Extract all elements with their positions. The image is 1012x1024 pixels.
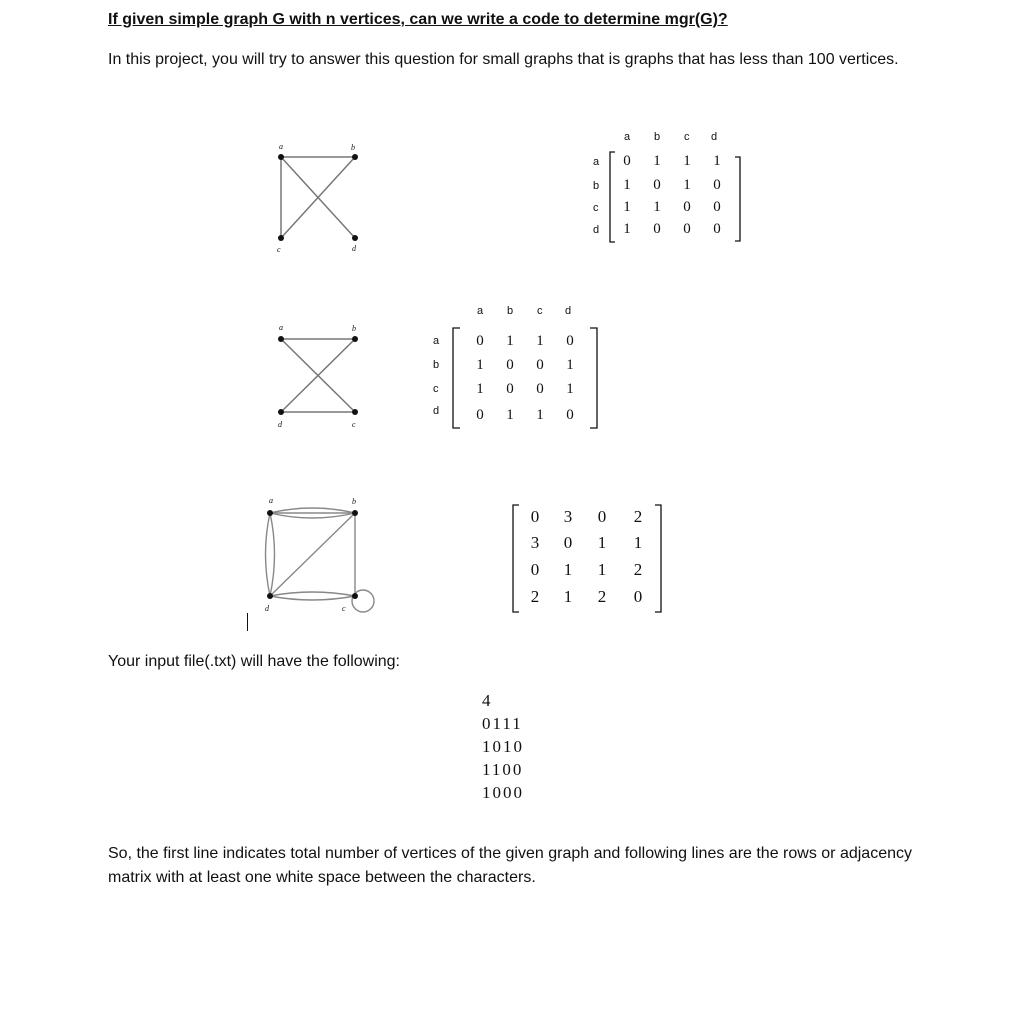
matrix-cell: 1 <box>597 560 607 579</box>
matrix-cell: 0 <box>563 533 573 552</box>
matrix-col-label: c <box>537 305 543 317</box>
vertex-label: c <box>352 420 356 429</box>
matrix-cell: 1 <box>563 560 573 579</box>
vertex-c <box>352 409 358 415</box>
matrix-cell: 2 <box>530 587 540 606</box>
matrix-row-label: b <box>433 359 440 371</box>
vertex-label: a <box>279 323 283 332</box>
matrix-cell: 0 <box>683 221 691 237</box>
matrix-cell: 1 <box>653 153 661 169</box>
matrix-cell: 2 <box>597 587 607 606</box>
vertex-count: 4 <box>482 691 493 710</box>
vertex-label: c <box>277 245 281 254</box>
vertex-d <box>278 409 284 415</box>
vertex-a <box>267 510 273 516</box>
vertex-label: a <box>269 496 273 505</box>
input-heading: Your input file(.txt) will have the following: <box>108 653 400 670</box>
matrix-cell: 0 <box>713 221 721 237</box>
matrix-cell: 1 <box>506 333 514 349</box>
matrix-cell: 1 <box>566 357 574 373</box>
vertex-label: d <box>278 420 282 429</box>
graph-3-diagram <box>255 495 385 620</box>
matrix-row: 1010 <box>482 737 524 756</box>
matrix-col-label: b <box>654 131 661 143</box>
input-file-sample <box>482 689 524 804</box>
matrix-col-label: c <box>684 131 690 143</box>
matrix-cell: 0 <box>713 199 721 215</box>
matrix-cell: 0 <box>566 333 574 349</box>
matrix-1 <box>585 125 750 250</box>
matrix-cell: 0 <box>633 587 643 606</box>
matrix-cell: 2 <box>633 507 643 526</box>
vertex-b <box>352 336 358 342</box>
vertex-b <box>352 510 358 516</box>
matrix-cell: 0 <box>653 177 661 193</box>
matrix-cell: 0 <box>683 199 691 215</box>
matrix-row: 1100 <box>482 760 524 779</box>
matrix-cell: 0 <box>506 381 514 397</box>
graph-2-diagram <box>255 315 375 430</box>
matrix-cell: 0 <box>623 153 631 169</box>
matrix-row: 1000 <box>482 783 524 802</box>
matrix-col-label: a <box>624 131 631 143</box>
vertex-c <box>278 235 284 241</box>
matrix-row-label: a <box>593 156 600 168</box>
matrix-cell: 1 <box>683 153 691 169</box>
vertex-d <box>352 235 358 241</box>
vertex-a <box>278 154 284 160</box>
matrix-cell: 1 <box>536 333 544 349</box>
vertex-d <box>267 593 273 599</box>
matrix-cell: 1 <box>713 153 721 169</box>
matrix-cell: 1 <box>653 199 661 215</box>
vertex-label: b <box>351 143 355 152</box>
matrix-row-label: b <box>593 180 600 192</box>
matrix-cell: 0 <box>506 357 514 373</box>
matrix-cell: 0 <box>566 407 574 423</box>
matrix-col-label: b <box>507 305 514 317</box>
vertex-b <box>352 154 358 160</box>
matrix-cell: 0 <box>530 507 540 526</box>
matrix-col-label: d <box>565 305 572 317</box>
matrix-cell: 2 <box>633 560 643 579</box>
matrix-cell: 1 <box>476 381 484 397</box>
matrix-row-label: c <box>593 202 599 214</box>
matrix-col-label: a <box>477 305 484 317</box>
vertex-label: b <box>352 324 356 333</box>
matrix-col-label: d <box>711 131 718 143</box>
matrix-cell: 1 <box>623 177 631 193</box>
matrix-cell: 3 <box>563 507 573 526</box>
vertex-label: d <box>352 244 356 253</box>
vertex-label: c <box>342 604 346 613</box>
matrix-3 <box>505 498 670 616</box>
matrix-cell: 3 <box>530 533 540 552</box>
matrix-2 <box>425 298 600 433</box>
vertex-label: b <box>352 497 356 506</box>
matrix-row-label: c <box>433 383 439 395</box>
matrix-row-label: a <box>433 335 440 347</box>
vertex-a <box>278 336 284 342</box>
matrix-cell: 1 <box>633 533 643 552</box>
matrix-cell: 0 <box>476 407 484 423</box>
matrix-cell: 1 <box>476 357 484 373</box>
matrix-row-label: d <box>433 405 440 417</box>
matrix-cell: 0 <box>597 507 607 526</box>
matrix-cell: 1 <box>623 199 631 215</box>
conclusion-paragraph: So, the first line indicates total number of vertices of the given graph and following lines are the rows or adjacency matrix with at least one white space between the characters. <box>108 845 912 886</box>
matrix-cell: 1 <box>566 381 574 397</box>
matrix-cell: 0 <box>530 560 540 579</box>
vertex-c <box>352 593 358 599</box>
graph-1-diagram <box>255 135 375 265</box>
text-cursor <box>247 613 248 631</box>
matrix-cell: 1 <box>536 407 544 423</box>
matrix-cell: 1 <box>597 533 607 552</box>
vertex-label: a <box>279 142 283 151</box>
matrix-row: 0111 <box>482 714 523 733</box>
matrix-cell: 1 <box>623 221 631 237</box>
matrix-cell: 1 <box>506 407 514 423</box>
matrix-cell: 1 <box>683 177 691 193</box>
matrix-cell: 0 <box>536 381 544 397</box>
matrix-cell: 0 <box>476 333 484 349</box>
matrix-cell: 0 <box>713 177 721 193</box>
matrix-cell: 1 <box>563 587 573 606</box>
matrix-row-label: d <box>593 224 600 236</box>
matrix-cell: 0 <box>536 357 544 373</box>
matrix-cell: 0 <box>653 221 661 237</box>
intro-paragraph: In this project, you will try to answer this question for small graphs that is graphs that has less than 100 vertices. <box>108 51 899 68</box>
page-title: If given simple graph G with n vertices, can we write a code to determine mgr(G)? <box>108 11 728 28</box>
vertex-label: d <box>265 604 269 613</box>
